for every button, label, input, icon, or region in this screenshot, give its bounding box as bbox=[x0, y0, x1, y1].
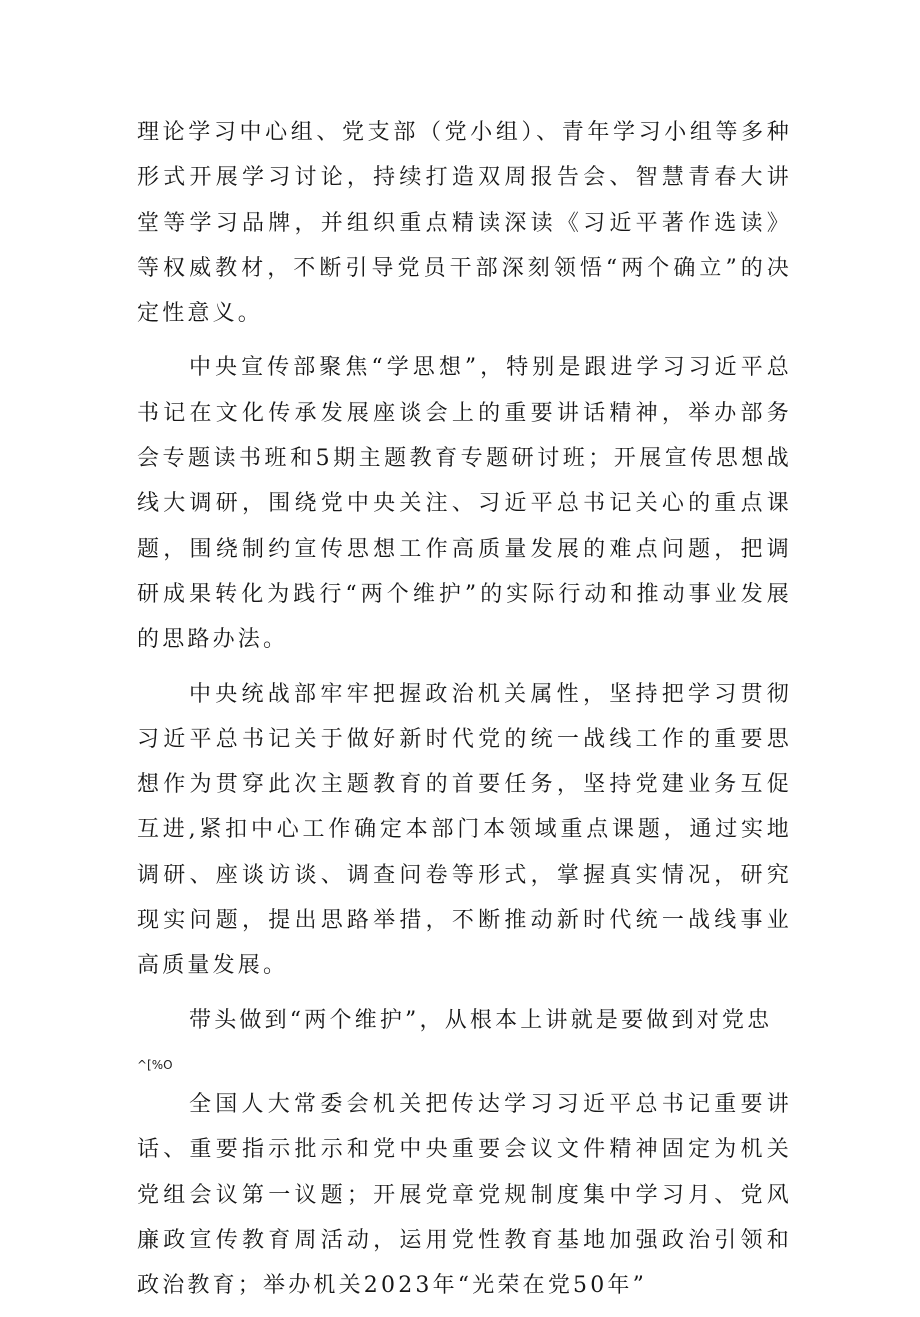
paragraph-npc-standing-committee: 全国人大常委会机关把传达学习习近平总书记重要讲话、重要指示批示和党中央重要会议文件精神固定为机关党组会议第一议题；开展党章党规制度集中学习月、党风廉政宣传教育周活动，运用党性教育基地加强政治引领和政治教育；举办机关2023年“光荣在党50年” bbox=[137, 1091, 792, 1299]
paragraph-united-front-dept: 中央统战部牢牢把握政治机关属性，坚持把学习贯彻习近平总书记关于做好新时代党的统一战线工作的重要思想作为贯穿此次主题教育的首要任务，坚持党建业务互促互进,紧扣中心工作确定本部门本领域重点课题，通过实地调研、座谈访谈、调查问卷等形式，掌握真实情况，研究现实问题，提出思路举措，不断推动新时代统一战线事业高质量发展。 bbox=[137, 681, 792, 979]
document-body bbox=[137, 110, 792, 1317]
garbled-text-line: ^[%O bbox=[137, 1057, 173, 1072]
paragraph-propaganda-dept: 中央宣传部聚焦“学思想”，特别是跟进学习习近平总书记在文化传承发展座谈会上的重要讲话精神，举办部务会专题读书班和5期主题教育专题研讨班；开展宣传思想战线大调研，围绕党中央关注、习近平总书记关心的重点课题，围绕制约宣传思想工作高质量发展的难点问题，把调研成果转化为践行“两个维护”的实际行动和推动事业发展的思路办法。 bbox=[137, 355, 792, 653]
paragraph-continuation: 理论学习中心组、党支部（党小组）、青年学习小组等多种形式开展学习讨论，持续打造双周报告会、智慧青春大讲堂等学习品牌，并组织重点精读深读《习近平著作选读》等权威教材，不断引导党员干部深刻领悟“两个确立”的决定性意义。 bbox=[137, 120, 792, 327]
paragraph-two-safeguards: 带头做到“两个维护”，从根本上讲就是要做到对党忠 bbox=[189, 1007, 773, 1033]
